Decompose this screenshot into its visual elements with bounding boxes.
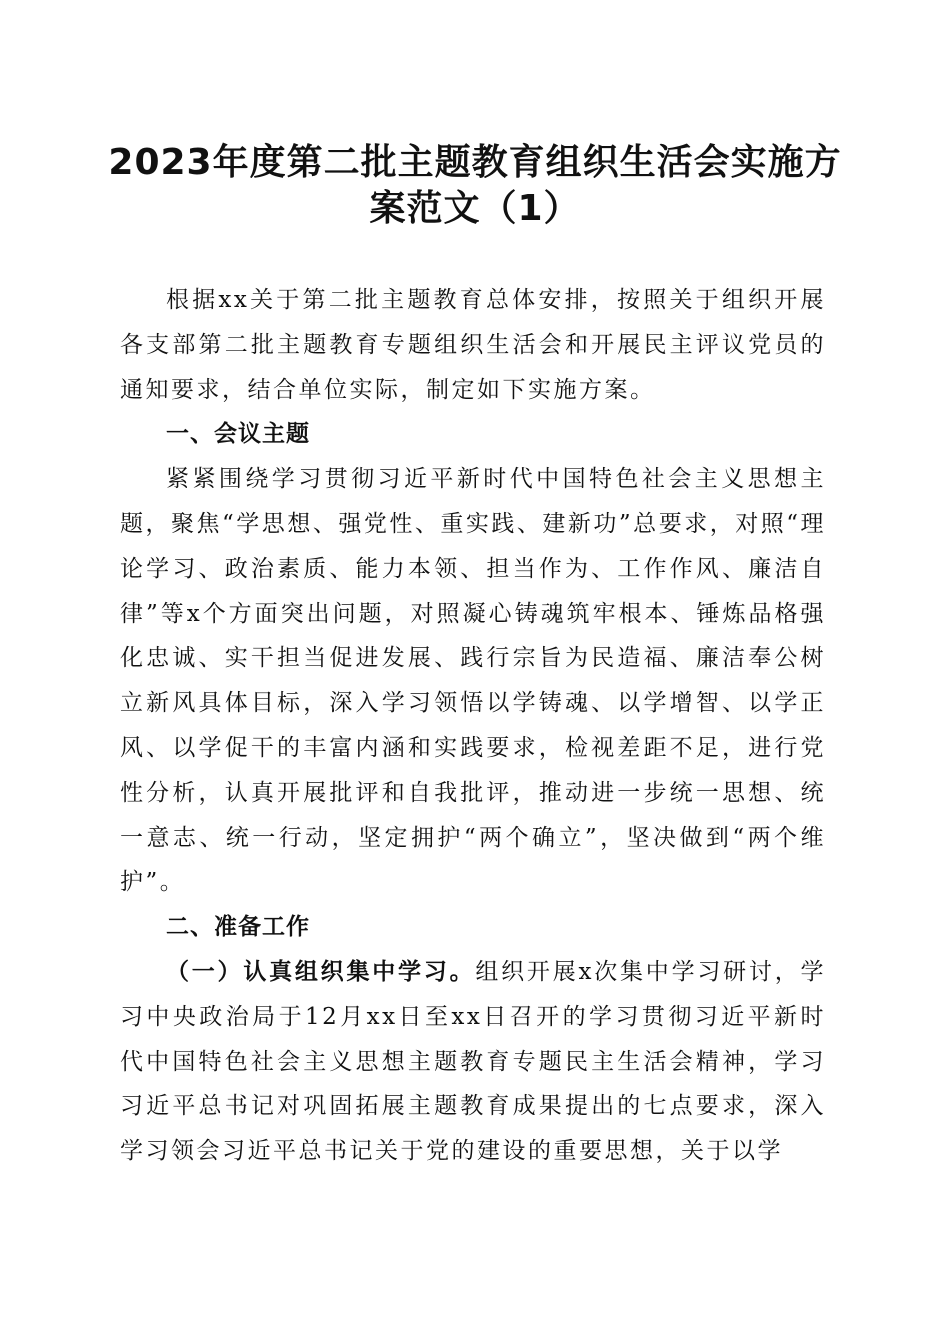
item-1-lead: （一）认真组织集中学习。 <box>166 957 476 985</box>
preparation-item-1 <box>120 950 826 1174</box>
intro-paragraph: 根据xx关于第二批主题教育总体安排，按照关于组织开展各支部第二批主题教育专题组织生活会和开展民主评议党员的通知要求，结合单位实际，制定如下实施方案。 <box>120 287 826 403</box>
section-heading-preparation: 二、准备工作 <box>166 914 310 941</box>
theme-paragraph: 紧紧围绕学习贯彻习近平新时代中国特色社会主义思想主题，聚焦“学思想、强党性、重实践、建新功”总要求，对照“理论学习、政治素质、能力本领、担当作为、工作作风、廉洁自律”等x个方面突出问题，对照凝心铸魂筑牢根本、锤炼品格强化忠诚、实干担当促进发展、践行宗旨为民造福、廉洁奉公树立新风具体目标，深入学习领悟以学铸魂、以学增智、以学正风、以学促干的丰富内涵和实践要求，检视差距不足，进行党性分析，认真开展批评和自我批评，推动进一步统一思想、统一意志、统一行动，坚定拥护“两个确立”，坚决做到“两个维护”。 <box>120 466 826 896</box>
document-body <box>120 278 826 1174</box>
title-line-1: 2023年度第二批主题教育组织生活会实施方 <box>108 142 842 183</box>
document-title <box>100 140 850 232</box>
section-heading-theme: 一、会议主题 <box>166 421 310 448</box>
item-1-body: 组织开展x次集中学习研讨，学习中央政治局于12月xx日至xx日召开的学习贯彻习近平新时代中国特色社会主义思想主题教育专题民主生活会精神，学习习近平总书记对巩固拓展主题教育成果提出的七点要求，深入学习领会习近平总书记关于党的建设的重要思想，关于以学 <box>120 958 826 1165</box>
title-line-2: 案范文（1） <box>369 188 581 229</box>
